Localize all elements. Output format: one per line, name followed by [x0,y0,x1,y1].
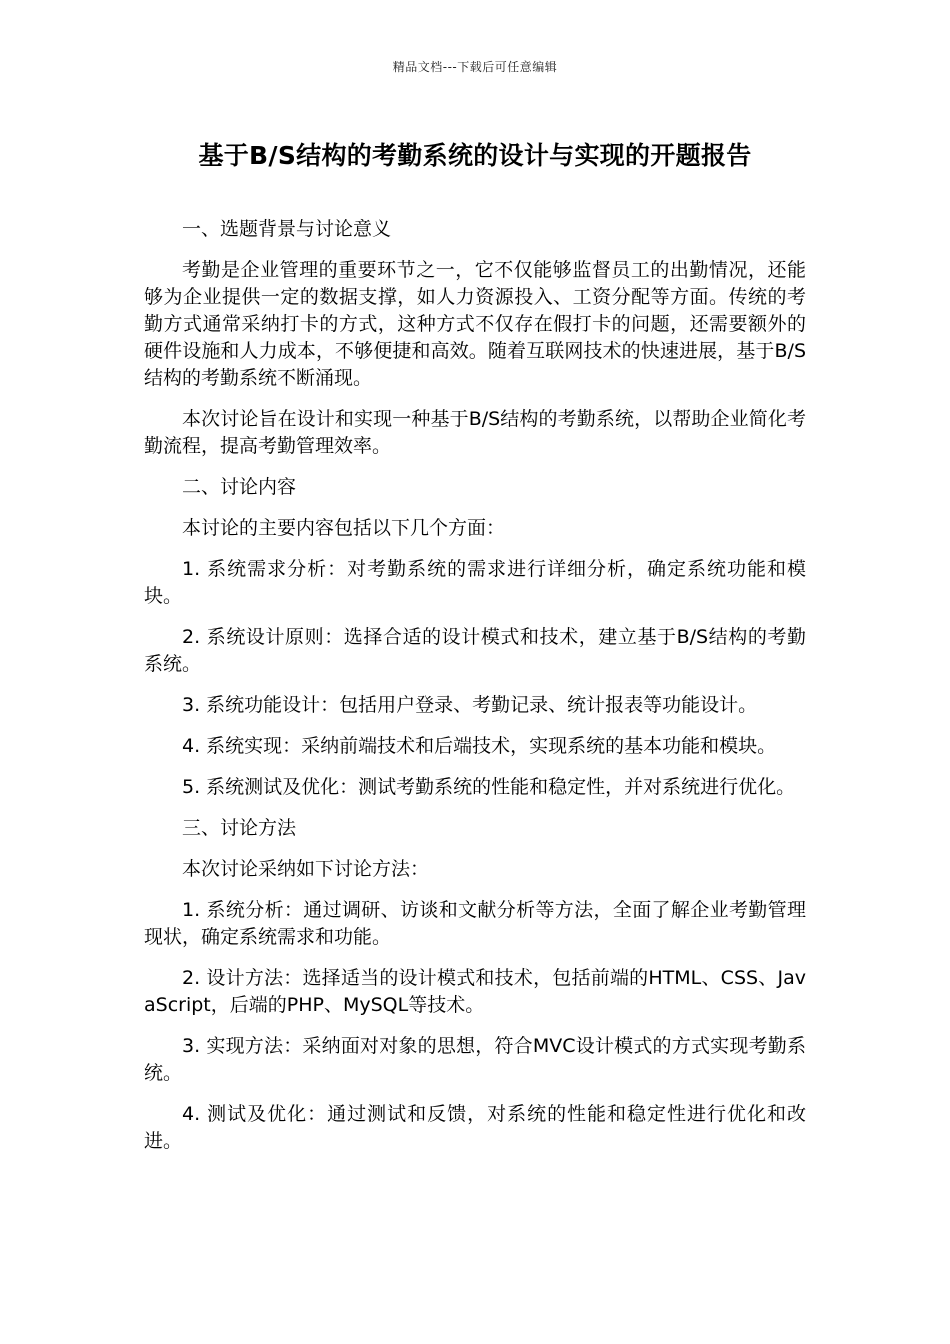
list-item-content: 3. 系统功能设计：包括用户登录、考勤记录、统计报表等功能设计。 [182,694,758,716]
paragraph-background: 考勤是企业管理的重要环节之一，它不仅能够监督员工的出勤情况，还能够为企业提供一定的数据支撑，如人力资源投入、工资分配等方面。传统的考勤方式通常采纳打卡的方式，这种方式不仅存在假打卡的问题，还需要额外的硬件设施和人力成本，不够便捷和高效。随着互联网技术的快速进展，基于B/S结构的考勤系统不断涌现。 [144,259,806,389]
list-item-method: 3. 实现方法：采纳面对对象的思想，符合MVC设计模式的方式实现考勤系统。 [144,1035,806,1084]
list-item-method: 4. 测试及优化：通过测试和反馈，对系统的性能和稳定性进行优化和改进。 [144,1103,806,1152]
list-item-method: 1. 系统分析：通过调研、访谈和文献分析等方法，全面了解企业考勤管理现状，确定系统需求和功能。 [144,899,806,948]
paragraph-method-intro: 本次讨论采纳如下讨论方法： [182,858,430,880]
document-body [144,216,806,1169]
list-item-content: 4. 系统实现：采纳前端技术和后端技术，实现系统的基本功能和模块。 [182,735,777,757]
paragraph-purpose: 本次讨论旨在设计和实现一种基于B/S结构的考勤系统，以帮助企业简化考勤流程，提高考勤管理效率。 [144,408,806,457]
list-item-method: 2. 设计方法：选择适当的设计模式和技术，包括前端的HTML、CSS、JavaScript，后端的PHP、MySQL等技术。 [144,967,806,1016]
paragraph-content-intro: 本讨论的主要内容包括以下几个方面： [182,517,506,539]
list-item-content: 5. 系统测试及优化：测试考勤系统的性能和稳定性，并对系统进行优化。 [182,776,796,798]
list-item-content: 2. 系统设计原则：选择合适的设计模式和技术，建立基于B/S结构的考勤系统。 [144,626,806,675]
header-note: 精品文档---下载后可任意编辑 [392,60,558,74]
section-heading-method: 三、讨论方法 [182,817,297,839]
document-title: 基于B/S结构的考勤系统的设计与实现的开题报告 [198,141,752,170]
section-heading-background: 一、选题背景与讨论意义 [182,218,392,240]
section-heading-content: 二、讨论内容 [182,476,297,498]
list-item-content: 1. 系统需求分析：对考勤系统的需求进行详细分析，确定系统功能和模块。 [144,558,806,607]
